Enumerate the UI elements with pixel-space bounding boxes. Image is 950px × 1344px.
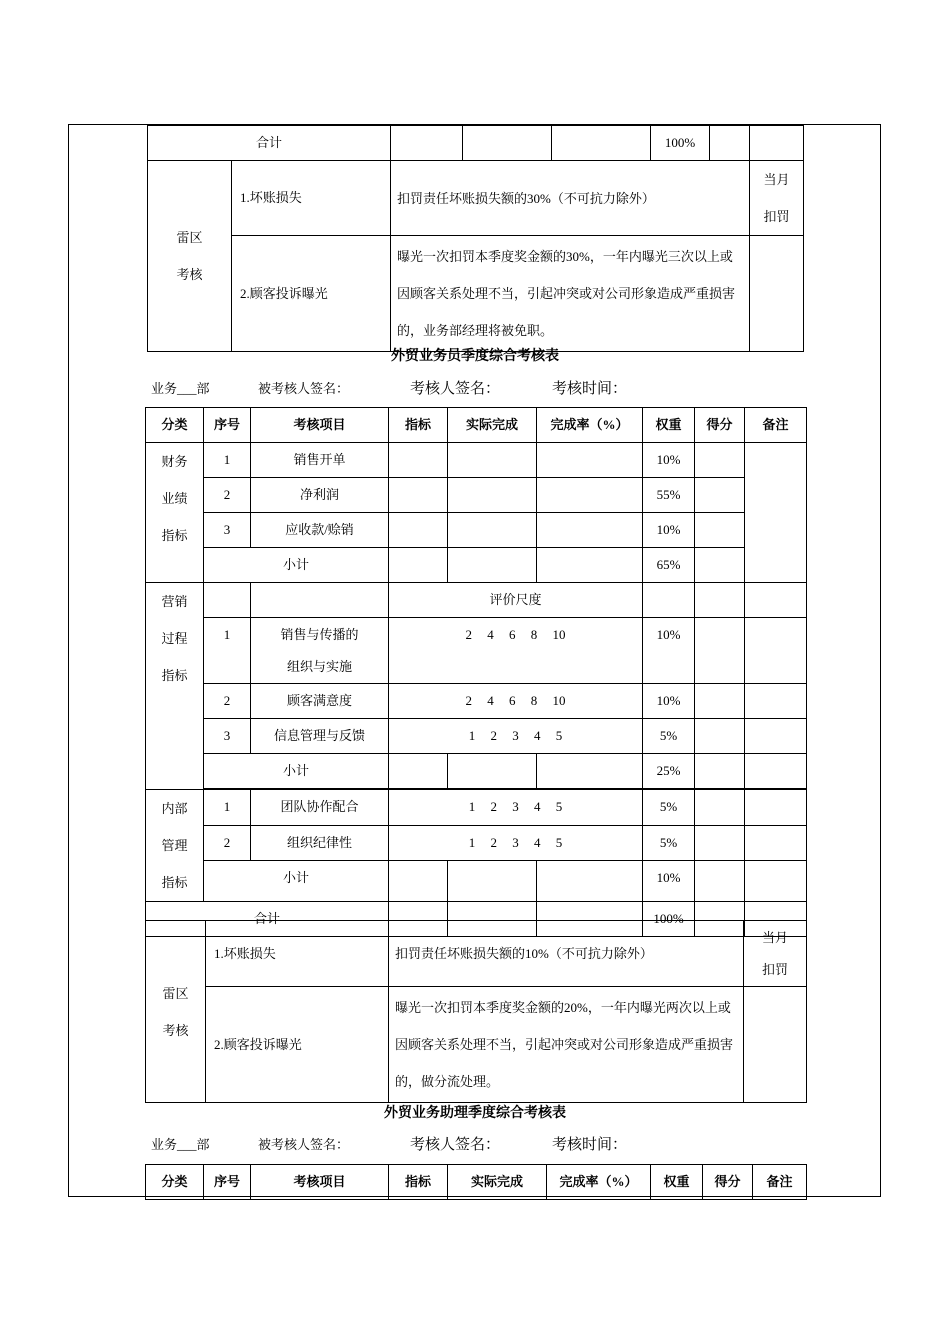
row-weight: 10% — [643, 618, 695, 684]
actual-cell — [448, 548, 537, 583]
assessee-sign-label: 被考核人签名： — [258, 1137, 350, 1152]
internal-subtotal-weight: 10% — [643, 861, 695, 902]
indicator-cell — [389, 754, 448, 789]
finance-cat-line3: 指标 — [161, 528, 188, 543]
row-no: 3 — [204, 513, 251, 548]
complaint-desc: 曝光一次扣罚本季度奖金额的20%，一年内曝光两次以上或因顾客关系处理不当，引起冲突或对公司形象造成严重损害的，做分流处理。 — [389, 987, 744, 1103]
header-rate: 完成率（%） — [537, 408, 643, 443]
header-rate: 完成率（%） — [547, 1165, 651, 1200]
row-no: 2 — [204, 478, 251, 513]
process-cat-line3: 指标 — [161, 668, 188, 683]
score-cell — [695, 719, 745, 754]
assessee-sign-label: 被考核人签名： — [258, 381, 350, 396]
header-score: 得分 — [703, 1165, 753, 1200]
score-cell — [695, 861, 745, 902]
row-weight: 5% — [643, 719, 695, 754]
header-score: 得分 — [695, 408, 745, 443]
header-weight: 权重 — [651, 1165, 703, 1200]
remark-cell — [750, 126, 804, 161]
remark-cell — [745, 583, 807, 618]
note-line2: 扣罚 — [761, 961, 788, 977]
actual-cell — [448, 443, 537, 478]
assess-time-label: 考核时间： — [552, 1137, 628, 1153]
bad-debt-note — [744, 921, 807, 987]
minefield-line2: 考核 — [176, 267, 203, 282]
row-scale: 1 2 3 4 5 — [389, 790, 643, 826]
total-label: 合计 — [148, 126, 391, 161]
salesperson-assessment-table — [145, 407, 807, 937]
bad-debt-note — [750, 161, 804, 236]
actual-cell — [448, 478, 537, 513]
rate-cell — [537, 861, 643, 902]
row-item-line1: 销售与传播的 — [280, 626, 359, 642]
row-weight: 55% — [643, 478, 695, 513]
header-category: 分类 — [146, 408, 204, 443]
row-weight: 5% — [643, 825, 695, 861]
row-no: 3 — [204, 719, 251, 754]
internal-subtotal-label: 小计 — [204, 861, 389, 902]
row-item: 应收款/赊销 — [251, 513, 389, 548]
grand-total-label: 合计 — [146, 902, 389, 937]
score-cell — [695, 443, 745, 478]
scale-header: 评价尺度 — [389, 583, 643, 618]
remark-cell — [745, 790, 807, 826]
rate-cell — [537, 513, 643, 548]
section2-title: 外贸业务助理季度综合考核表 — [384, 1106, 566, 1121]
process-subtotal-label: 小计 — [204, 754, 389, 789]
complaint-note — [744, 987, 807, 1103]
minefield-line1: 雷区 — [176, 230, 203, 245]
section2-meta — [0, 1133, 950, 1153]
row-scale: 2 4 6 8 10 — [389, 684, 643, 719]
process-cat-line1: 营销 — [161, 594, 188, 609]
note-line1: 当月 — [761, 929, 788, 945]
internal-cat-line1: 内部 — [161, 801, 188, 816]
row-no — [204, 583, 251, 618]
score-cell — [710, 126, 750, 161]
row-item: 销售开单 — [251, 443, 389, 478]
dept-label: 业务___部 — [151, 381, 210, 396]
note-line2: 扣罚 — [763, 209, 790, 224]
remark-cell — [745, 684, 807, 719]
indicator-cell — [389, 861, 448, 902]
remark-cell — [745, 618, 807, 684]
grand-total-weight: 100% — [643, 902, 695, 937]
bad-debt-desc: 扣罚责任坏账损失额的10%（不可抗力除外） — [389, 921, 744, 987]
row-no: 2 — [204, 684, 251, 719]
assessor-sign-label: 考核人签名： — [410, 381, 501, 397]
header-no: 序号 — [204, 1165, 251, 1200]
score-cell — [695, 583, 745, 618]
score-cell — [695, 754, 745, 789]
header-category: 分类 — [146, 1165, 204, 1200]
indicator-cell — [391, 126, 463, 161]
header-actual: 实际完成 — [448, 408, 537, 443]
remark-cell — [745, 861, 807, 902]
score-cell — [695, 478, 745, 513]
row-item — [251, 618, 389, 684]
row-scale: 1 2 3 4 5 — [389, 719, 643, 754]
header-weight: 权重 — [643, 408, 695, 443]
finance-category — [146, 443, 204, 583]
row-weight: 5% — [643, 790, 695, 826]
row-no: 1 — [204, 790, 251, 826]
bad-debt-item: 1.坏账损失 — [206, 921, 389, 987]
score-cell — [695, 684, 745, 719]
section1-title: 外贸业务员季度综合考核表 — [391, 349, 559, 364]
score-cell — [695, 618, 745, 684]
row-item: 团队协作配合 — [251, 790, 389, 826]
header-remark: 备注 — [753, 1165, 807, 1200]
header-actual: 实际完成 — [448, 1165, 547, 1200]
row-scale: 1 2 3 4 5 — [389, 825, 643, 861]
process-subtotal-weight: 25% — [643, 754, 695, 789]
row-item-line2: 组织与实施 — [286, 658, 352, 674]
row-no: 1 — [204, 618, 251, 684]
internal-cat-line2: 管理 — [161, 838, 188, 853]
note-line1: 当月 — [763, 172, 790, 187]
row-weight — [643, 583, 695, 618]
bad-debt-item: 1.坏账损失 — [232, 161, 391, 236]
actual-cell — [448, 513, 537, 548]
score-cell — [695, 513, 745, 548]
score-cell — [695, 790, 745, 826]
header-indicator: 指标 — [389, 408, 448, 443]
assessor-sign-label: 考核人签名： — [410, 1137, 501, 1153]
row-item — [251, 583, 389, 618]
internal-cat-line3: 指标 — [161, 875, 188, 890]
header-no: 序号 — [204, 408, 251, 443]
remark-cell — [745, 443, 807, 583]
top-continuation-table — [147, 125, 804, 352]
minefield2-category — [146, 921, 206, 1103]
score-cell — [695, 548, 745, 583]
row-item: 信息管理与反馈 — [251, 719, 389, 754]
row-item: 组织纪律性 — [251, 825, 389, 861]
bad-debt-desc: 扣罚责任坏账损失额的30%（不可抗力除外） — [391, 161, 750, 236]
finance-subtotal-label: 小计 — [204, 548, 389, 583]
rate-cell — [537, 443, 643, 478]
header-remark: 备注 — [745, 408, 807, 443]
section1-meta — [0, 377, 950, 397]
total-weight: 100% — [651, 126, 710, 161]
minefield2-cat-line1: 雷区 — [162, 985, 189, 1001]
assess-time-label: 考核时间： — [552, 381, 628, 397]
rate-cell — [537, 754, 643, 789]
remark-cell — [745, 719, 807, 754]
row-no: 1 — [204, 443, 251, 478]
score-cell — [695, 825, 745, 861]
rate-cell — [537, 478, 643, 513]
indicator-cell — [389, 478, 448, 513]
process-cat-line2: 过程 — [161, 631, 188, 646]
rate-cell — [537, 548, 643, 583]
minefield-table-2 — [145, 920, 807, 1103]
rate-cell — [552, 126, 651, 161]
minefield2-cat-line2: 考核 — [162, 1022, 189, 1038]
row-no: 2 — [204, 825, 251, 861]
process-category — [146, 583, 204, 790]
header-item: 考核项目 — [251, 1165, 389, 1200]
complaint-desc: 曝光一次扣罚本季度奖金额的30%，一年内曝光三次以上或因顾客关系处理不当，引起冲突或对公司形象造成严重损害的，业务部经理将被免职。 — [391, 236, 750, 352]
assistant-assessment-table — [145, 1164, 807, 1200]
finance-cat-line2: 业绩 — [161, 491, 188, 506]
internal-category — [146, 790, 204, 902]
finance-cat-line1: 财务 — [161, 454, 188, 469]
finance-subtotal-weight: 65% — [643, 548, 695, 583]
complaint-note — [750, 236, 804, 352]
dept-label: 业务___部 — [151, 1137, 210, 1152]
row-scale: 2 4 6 8 10 — [389, 618, 643, 684]
remark-cell — [745, 825, 807, 861]
header-indicator: 指标 — [389, 1165, 448, 1200]
remark-cell — [745, 754, 807, 789]
complaint-item: 2.顾客投诉曝光 — [206, 987, 389, 1103]
row-weight: 10% — [643, 513, 695, 548]
minefield-category — [148, 161, 232, 352]
header-item: 考核项目 — [251, 408, 389, 443]
row-weight: 10% — [643, 443, 695, 478]
indicator-cell — [389, 513, 448, 548]
row-item: 顾客满意度 — [251, 684, 389, 719]
actual-cell — [448, 861, 537, 902]
indicator-cell — [389, 548, 448, 583]
row-item: 净利润 — [251, 478, 389, 513]
actual-cell — [463, 126, 552, 161]
complaint-item: 2.顾客投诉曝光 — [232, 236, 391, 352]
indicator-cell — [389, 443, 448, 478]
row-weight: 10% — [643, 684, 695, 719]
actual-cell — [448, 754, 537, 789]
